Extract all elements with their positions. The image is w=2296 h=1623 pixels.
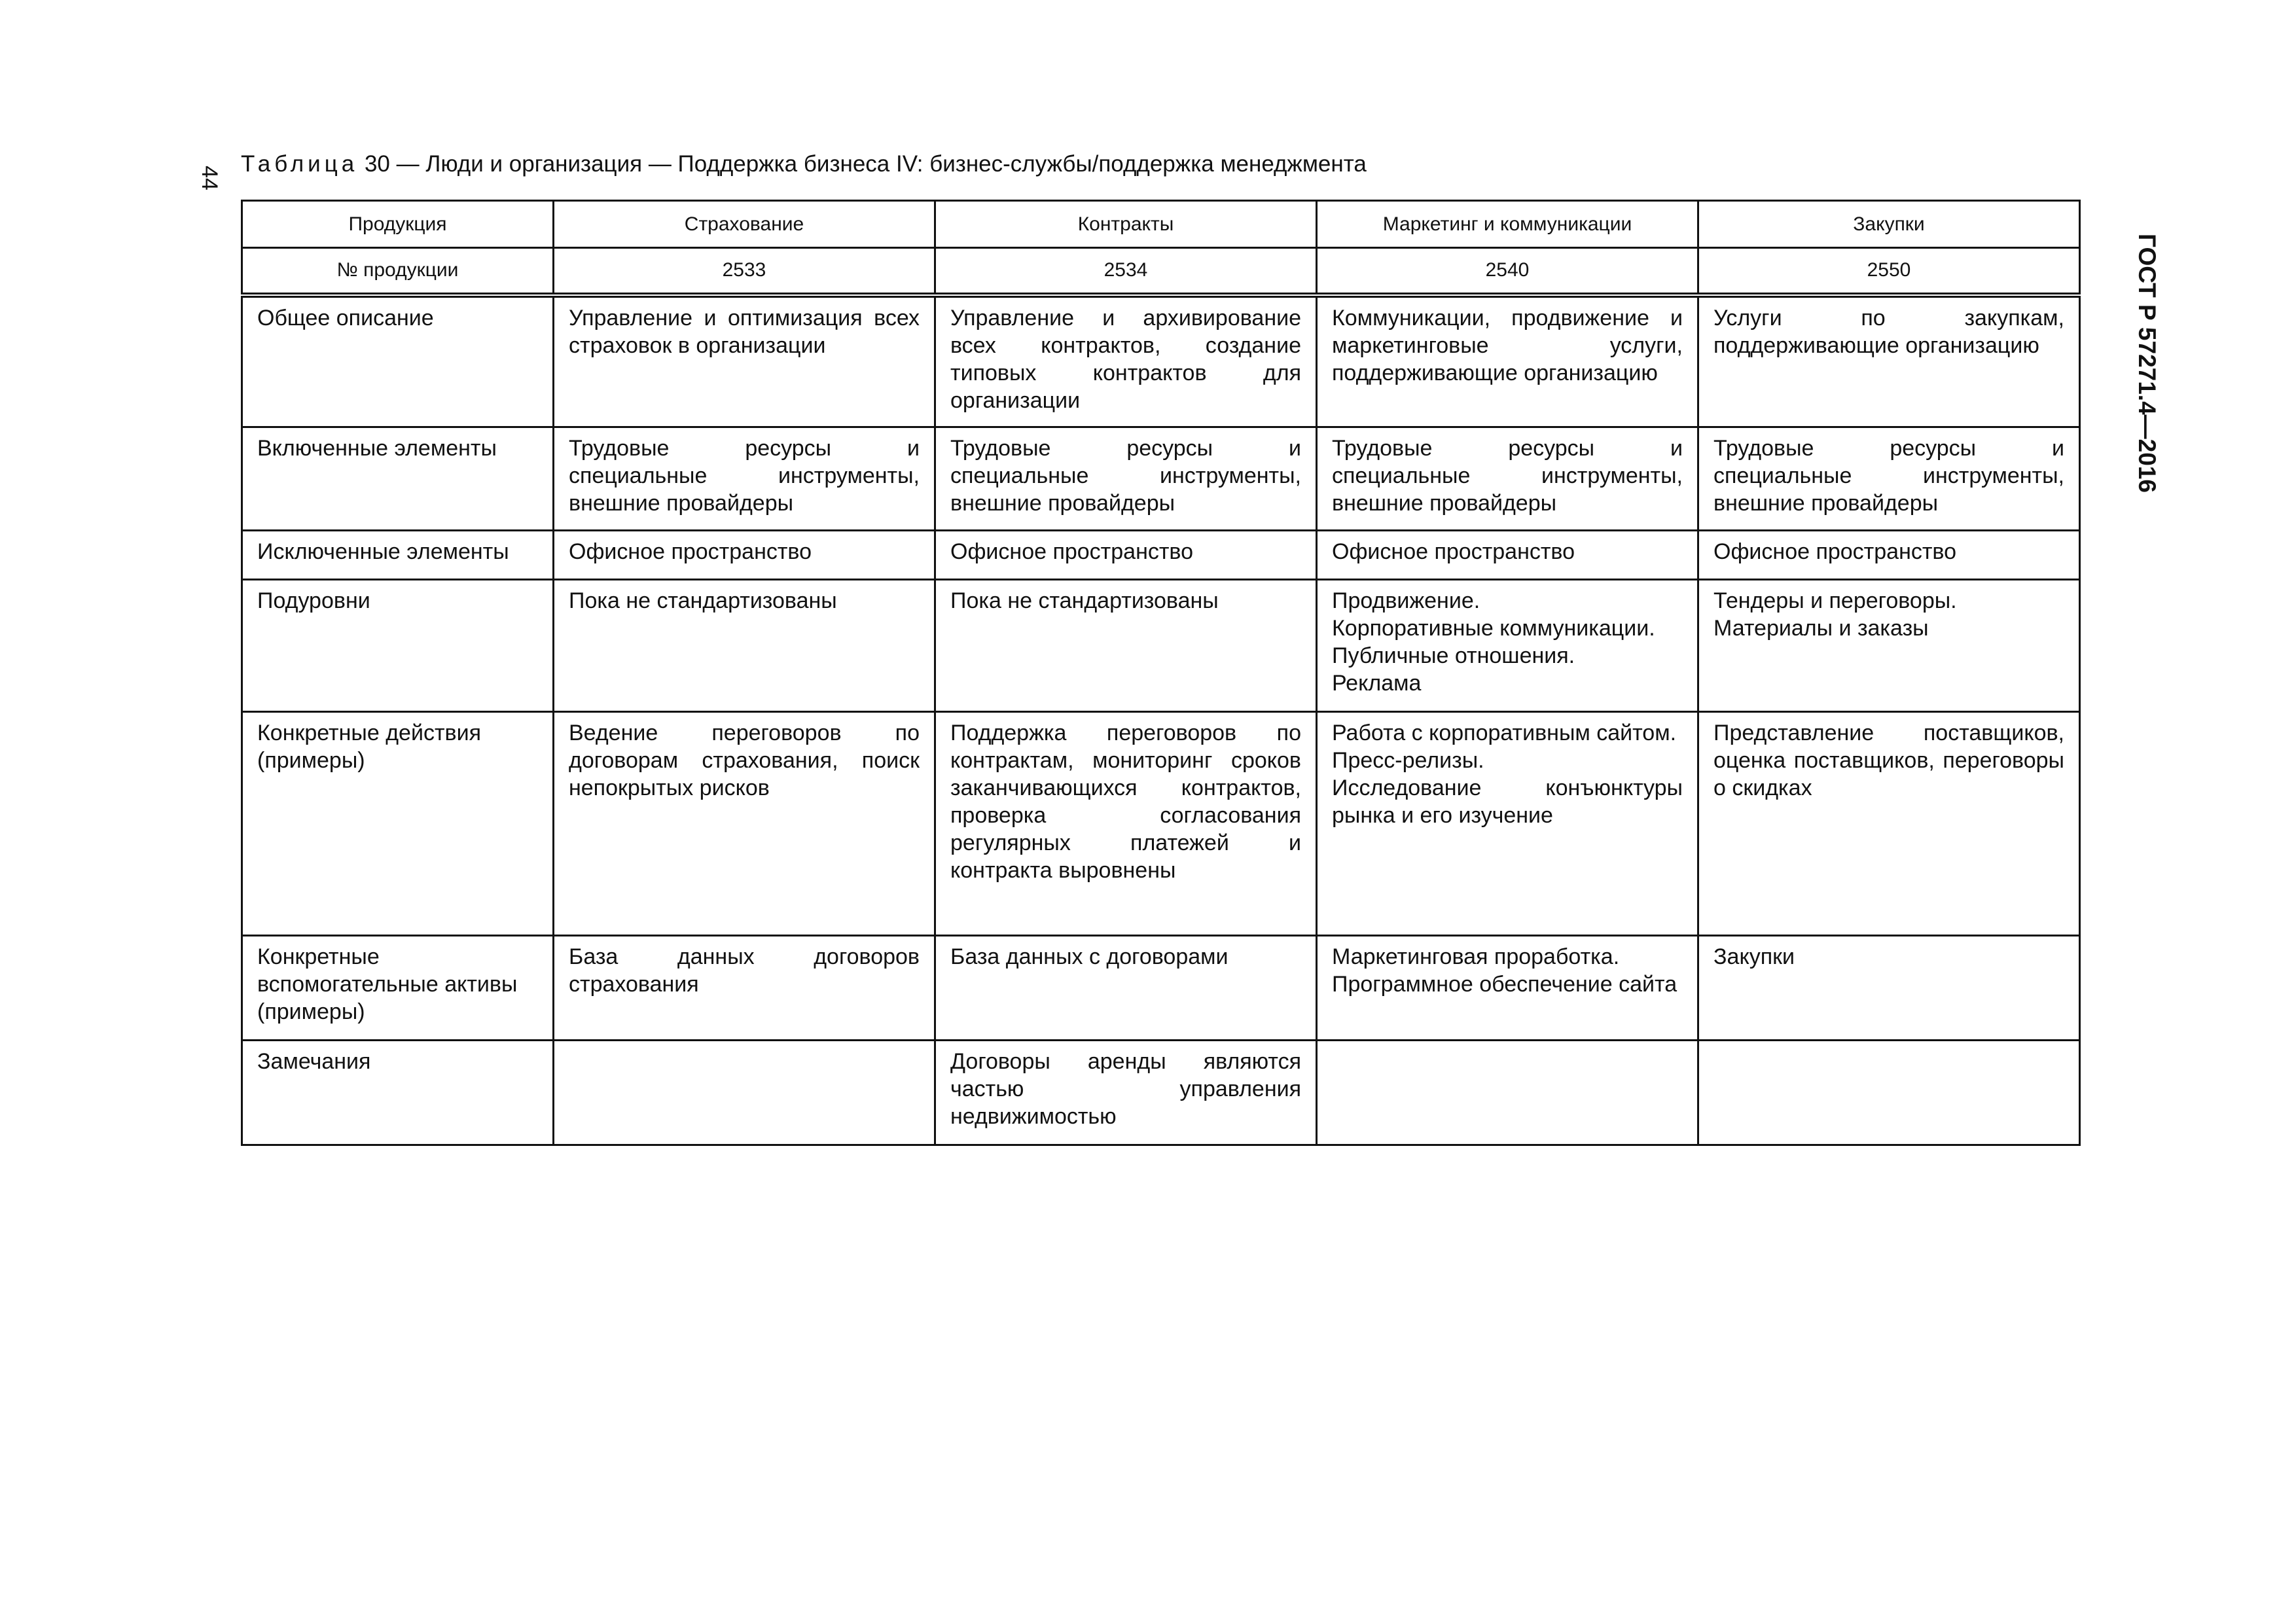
table-row xyxy=(242,427,2080,531)
cell-text: Офисное пространство xyxy=(950,539,1194,564)
header-cell: 2533 xyxy=(554,248,935,295)
table-cell xyxy=(1698,712,2080,936)
header-cell: 2550 xyxy=(1698,248,2080,295)
header-cell: 2540 xyxy=(1317,248,1698,295)
table-cell xyxy=(935,427,1317,531)
products-table xyxy=(241,200,2081,1146)
table-cell xyxy=(554,936,935,1041)
table-cell xyxy=(935,712,1317,936)
cell-text: Работа с корпоративным сайтом. xyxy=(1332,721,1677,745)
table-cell xyxy=(935,295,1317,427)
cell-text: Корпоративные коммуникации. xyxy=(1332,616,1655,641)
cell-text: Представление поставщиков, оценка поставщиков, переговоры о скидках xyxy=(1713,721,2064,800)
row-label: Исключенные элементы xyxy=(242,531,554,580)
cell-text: Коммуникации, продвижение и маркетинговые услуги, поддерживающие организацию xyxy=(1332,305,1683,385)
cell-text: Трудовые ресурсы и специальные инструменты, внешние провайдеры xyxy=(1713,436,2064,516)
header-cell: Закупки xyxy=(1698,201,2080,248)
table-cell xyxy=(935,531,1317,580)
table-cell xyxy=(554,531,935,580)
table-header-row xyxy=(242,201,2080,248)
table-row xyxy=(242,936,2080,1041)
table-cell xyxy=(1317,580,1698,712)
table-cell xyxy=(554,1041,935,1145)
cell-text: База данных с договорами xyxy=(950,944,1229,969)
table-caption xyxy=(241,148,1367,181)
row-label: Конкретные вспомогательные активы (примеры) xyxy=(242,936,554,1041)
cell-text: Маркетинговая проработка. xyxy=(1332,944,1620,969)
table-row xyxy=(242,295,2080,427)
row-label: Включенные элементы xyxy=(242,427,554,531)
standard-identifier: ГОСТ Р 57271.4—2016 xyxy=(2134,234,2161,493)
page-number: 44 xyxy=(197,166,222,190)
cell-text: Материалы и заказы xyxy=(1713,616,1929,641)
table-cell xyxy=(1317,531,1698,580)
cell-text: Программное обеспечение сайта xyxy=(1332,972,1677,997)
table-number-row xyxy=(242,248,2080,295)
cell-text: Управление и архивирование всех контрактов, создание типовых контрактов для организации xyxy=(950,305,1301,413)
cell-text: Договоры аренды являются частью управления недвижимостью xyxy=(950,1049,1301,1129)
header-cell: Страхование xyxy=(554,201,935,248)
cell-text: Офисное пространство xyxy=(1713,539,1957,564)
table-cell xyxy=(554,295,935,427)
cell-text: Публичные отношения. xyxy=(1332,643,1575,668)
table-cell xyxy=(554,712,935,936)
cell-text: Исследование конъюнктуры рынка и его изучение xyxy=(1332,776,1683,828)
table-cell xyxy=(1698,936,2080,1041)
cell-text: Тендеры и переговоры. xyxy=(1713,588,1957,613)
row-label: Подуровни xyxy=(242,580,554,712)
cell-text: Ведение переговоров по договорам страхования, поиск непокрытых рисков xyxy=(569,721,920,800)
cell-text: Управление и оптимизация всех страховок в организации xyxy=(569,305,920,358)
cell-text: Офисное пространство xyxy=(1332,539,1575,564)
cell-text: Закупки xyxy=(1713,944,1795,969)
header-cell: № продукции xyxy=(242,248,554,295)
cell-text: Пресс-релизы. xyxy=(1332,748,1484,773)
table-cell xyxy=(1698,580,2080,712)
table-row xyxy=(242,712,2080,936)
table-cell xyxy=(1698,427,2080,531)
table-cell xyxy=(1317,1041,1698,1145)
cell-text: Трудовые ресурсы и специальные инструменты, внешние провайдеры xyxy=(569,436,920,516)
table-cell xyxy=(554,580,935,712)
header-cell: Продукция xyxy=(242,201,554,248)
cell-text: Офисное пространство xyxy=(569,539,812,564)
cell-text: Продвижение. xyxy=(1332,588,1480,613)
cell-text: Услуги по закупкам, поддерживающие организацию xyxy=(1713,305,2064,358)
table-row xyxy=(242,580,2080,712)
cell-text: Пока не стандартизованы xyxy=(569,588,837,613)
cell-text: Реклама xyxy=(1332,671,1422,696)
table-cell xyxy=(935,1041,1317,1145)
caption-text: 30 — Люди и организация — Поддержка бизнеса IV: бизнес-службы/поддержка менеджмента xyxy=(364,151,1367,177)
cell-text: Трудовые ресурсы и специальные инструменты, внешние провайдеры xyxy=(1332,436,1683,516)
header-cell: 2534 xyxy=(935,248,1317,295)
table-cell xyxy=(554,427,935,531)
cell-text: База данных договоров страхования xyxy=(569,944,920,997)
table-row xyxy=(242,1041,2080,1145)
table-row xyxy=(242,531,2080,580)
row-label: Общее описание xyxy=(242,295,554,427)
header-cell: Контракты xyxy=(935,201,1317,248)
table-cell xyxy=(1317,712,1698,936)
cell-text: Пока не стандартизованы xyxy=(950,588,1219,613)
caption-table-word: Таблица xyxy=(241,151,359,177)
header-cell: Маркетинг и коммуникации xyxy=(1317,201,1698,248)
table-cell xyxy=(1698,295,2080,427)
table-cell xyxy=(935,936,1317,1041)
table-cell xyxy=(1698,1041,2080,1145)
cell-text: Поддержка переговоров по контрактам, мониторинг сроков заканчивающихся контрактов, проверка согласования регулярных платежей и контракта выровнены xyxy=(950,721,1301,883)
table-cell xyxy=(1698,531,2080,580)
cell-text: Трудовые ресурсы и специальные инструменты, внешние провайдеры xyxy=(950,436,1301,516)
table-cell xyxy=(1317,427,1698,531)
row-label: Конкретные действия (примеры) xyxy=(242,712,554,936)
table-cell xyxy=(1317,295,1698,427)
row-label: Замечания xyxy=(242,1041,554,1145)
table-cell xyxy=(1317,936,1698,1041)
table-cell xyxy=(935,580,1317,712)
